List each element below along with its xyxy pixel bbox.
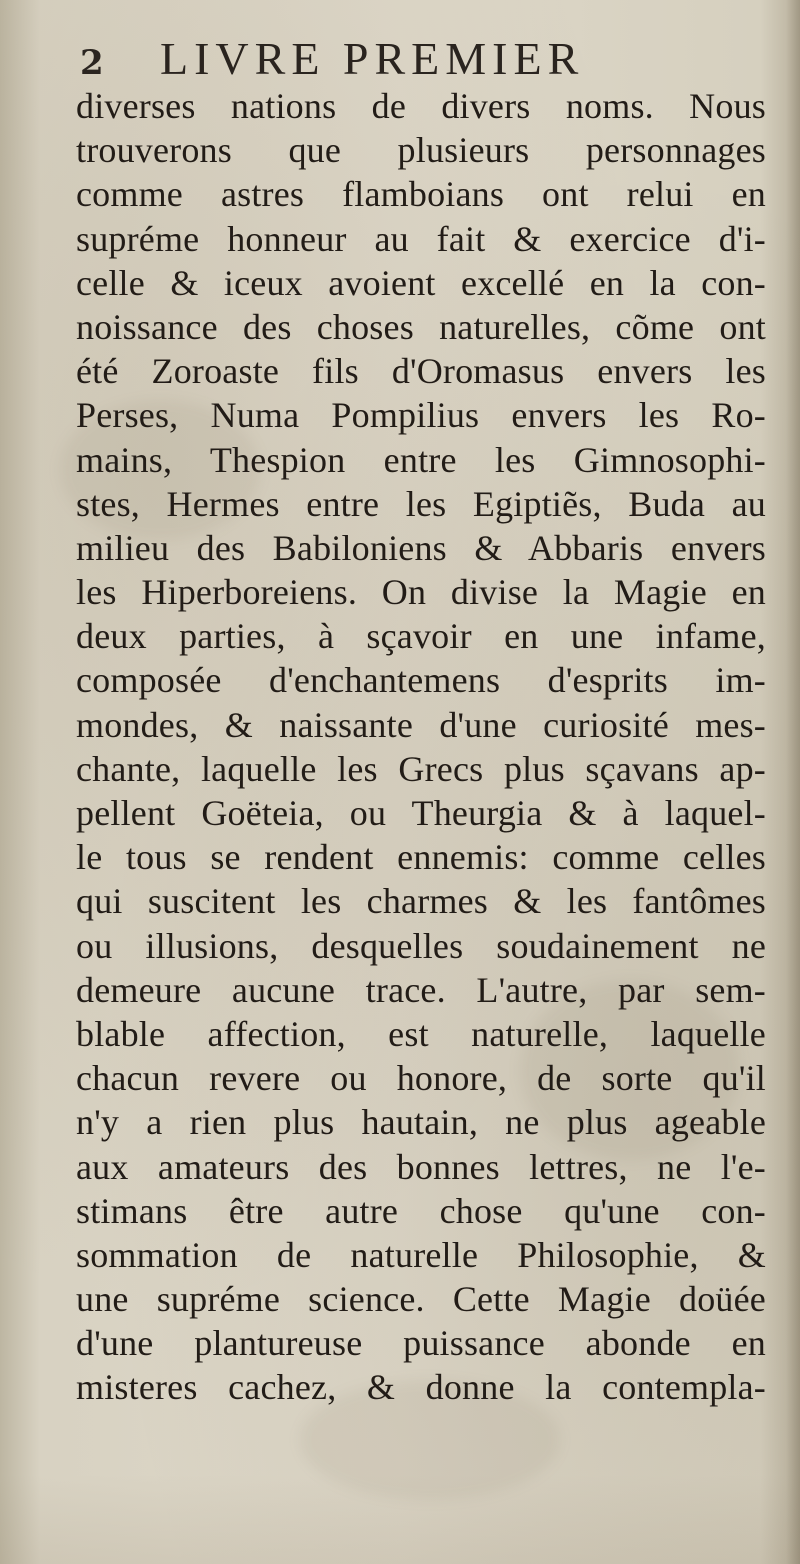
text-line: mains, Thespion entre les Gimnosophi- — [76, 439, 766, 480]
text-line: chante, laquelle les Grecs plus sçavans ap- — [76, 748, 766, 789]
text-line: aux amateurs des bonnes lettres, ne l'e- — [76, 1146, 766, 1187]
text-line: stes, Hermes entre les Egiptiẽs, Buda au — [76, 483, 766, 524]
text-line: composée d'enchantemens d'esprits im- — [76, 660, 766, 701]
page-header — [80, 32, 700, 92]
text-line: comme astres flamboians ont relui en — [76, 174, 766, 215]
text-line: blable affection, est naturelle, laquelle — [76, 1013, 766, 1054]
text-line: misteres cachez, & donne la contempla- — [76, 1367, 766, 1408]
text-line: diverses nations de divers noms. Nous — [76, 86, 766, 126]
body-text — [76, 84, 766, 1410]
text-line: celle & iceux avoient excellé en la con- — [76, 262, 766, 303]
text-line: milieu des Babiloniens & Abbaris envers — [76, 527, 766, 568]
running-head: LIVRE PREMIER — [160, 33, 585, 84]
text-line: d'une plantureuse puissance abonde en — [76, 1323, 766, 1364]
text-line: deux parties, à sçavoir en une infame, — [76, 616, 766, 657]
text-line: supréme honneur au fait & exercice d'i- — [76, 218, 766, 259]
text-line: stimans être autre chose qu'une con- — [76, 1190, 766, 1231]
page-bottom-shade — [0, 1474, 800, 1564]
text-line: qui suscitent les charmes & les fantômes — [76, 881, 766, 922]
text-line: pellent Goëteia, ou Theurgia & à laquel- — [76, 793, 766, 833]
page-number: 2 — [80, 43, 104, 83]
text-line: le tous se rendent ennemis: comme celles — [76, 837, 766, 878]
text-line: une supréme science. Cette Magie doüée — [76, 1279, 766, 1320]
text-line: ou illusions, desquelles soudainement ne — [76, 925, 766, 966]
text-line: sommation de naturelle Philosophie, & — [76, 1234, 766, 1275]
text-line: n'y a rien plus hautain, ne plus ageable — [76, 1102, 766, 1143]
text-line: mondes, & naissante d'une curiosité mes- — [76, 704, 766, 745]
text-line: demeure aucune trace. L'autre, par sem- — [76, 969, 766, 1010]
text-line: Perses, Numa Pompilius envers les Ro- — [76, 395, 766, 436]
text-line: été Zoroaste fils d'Oromasus envers les — [76, 351, 766, 392]
text-line: noissance des choses naturelles, cõme ont — [76, 306, 766, 347]
page-edge-shadow — [786, 0, 800, 1564]
text-line: trouverons que plusieurs personnages — [76, 130, 766, 171]
text-line: les Hiperboreiens. On divise la Magie en — [76, 572, 766, 613]
text-line: chacun revere ou honore, de sorte qu'il — [76, 1058, 766, 1099]
